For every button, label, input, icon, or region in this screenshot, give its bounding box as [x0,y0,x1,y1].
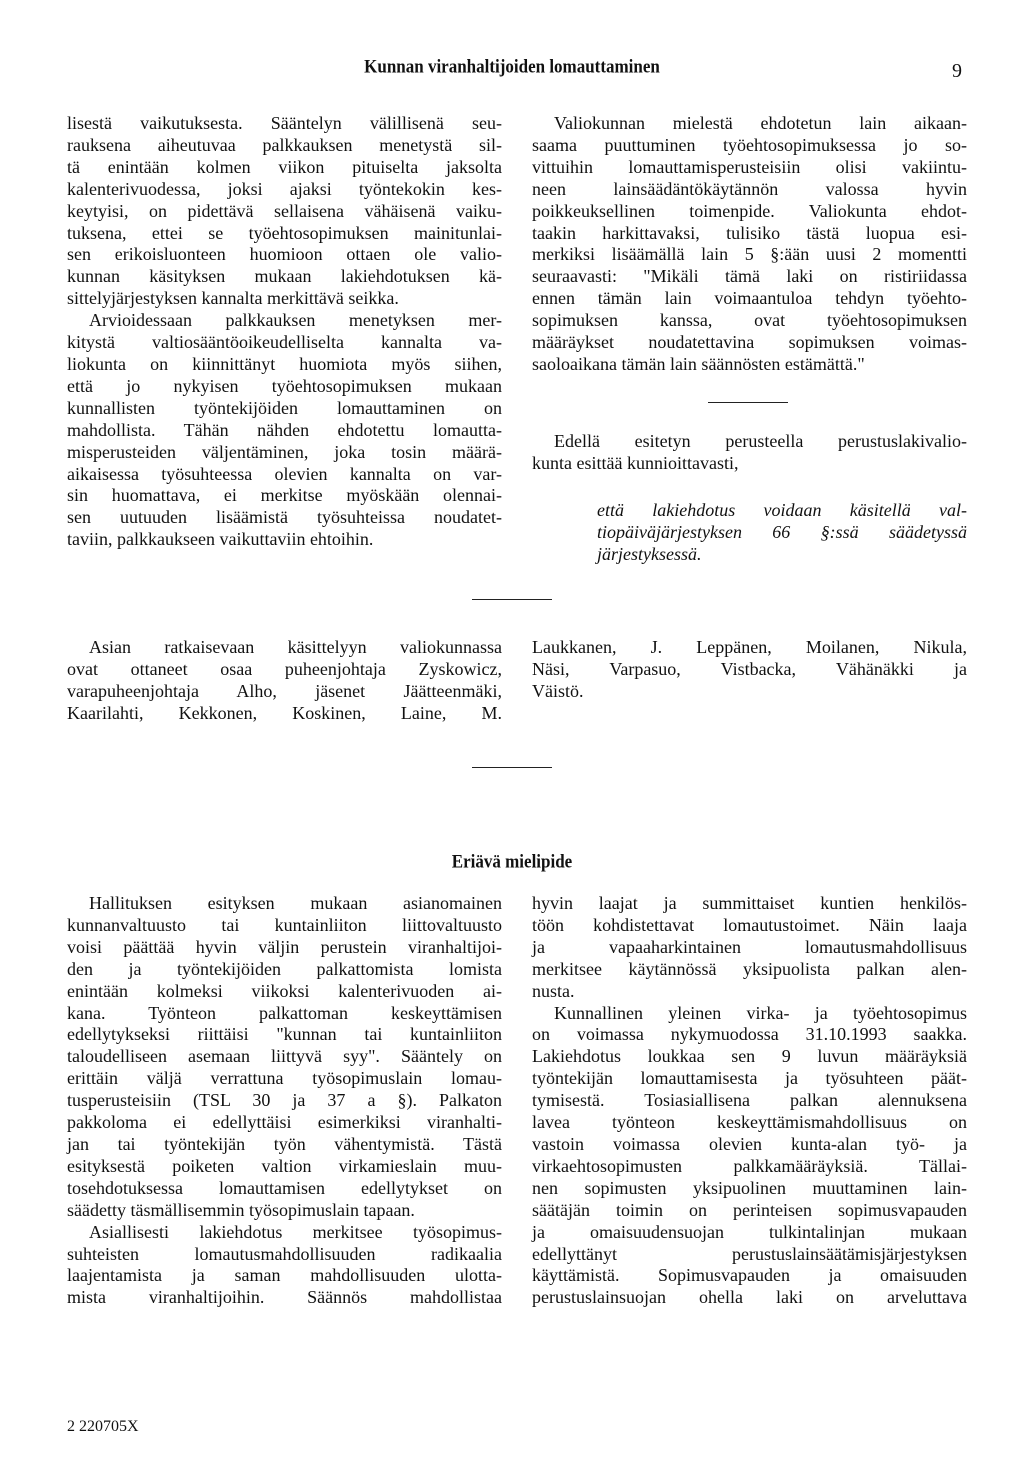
text-line: aikaisessa työsuhteessa olevien kannalta on var- [67,463,502,484]
text-line: vittuihin lomauttamisperusteisiin olisi vakiintu- [532,156,967,177]
text-line: Hallituksen esityksen mukaan asianomainen [89,893,502,913]
text-line: kitystä valtiosääntöoikeudelliselta kannalta va- [67,332,502,353]
text-line: hyvin laajat ja summittaiset kuntien henkilös- [532,893,967,913]
text-line: Arvioidessaan palkkauksen menetyksen mer- [89,310,502,331]
text-line: sin huomattava, ei merkitse myöskään olennai- [67,485,502,506]
text-line: ovat ottaneet osaa puheenjohtaja Zyskowicz, [67,658,502,679]
text-line: tiopäiväjärjestyksen 66 §:ssä säädetyssä [597,521,967,542]
text-line: kalenterivuodessa, joksi ajaksi työntekokin kes- [67,178,502,199]
text-line: sopimuksen kanssa, ovat työehtosopimuksen [532,310,967,331]
text-line: käyttämistä. Sopimusvapauden ja omaisuuden [532,1265,967,1286]
text-line: merkitsee käytännössä yksipuolista palkan alen- [532,958,967,979]
text-line: mahdollista. Tähän nähden ehdotettu lomautta- [67,419,502,440]
text-line: rauksena aiheutuvaa palkkauksen menetystä sil- [67,134,502,155]
text-line: että lakiehdotus voidaan käsitellä val- [597,500,967,520]
proposal-intro [532,431,967,475]
text-line: Väistö. [532,680,584,701]
text-line: tosehdotuksessa lomauttamisen edellytykset on [67,1177,502,1198]
text-line: tä enintään kolmen viikon pituiselta jaksolta [67,156,502,177]
text-line: den ja työntekijöiden palkattomista lomista [67,958,502,979]
text-line: varapuheenjohtaja Alho, jäsenet Jäätteenmäki, [67,680,502,701]
text-line: pakkoloma ei edellyttäisi esimerkiksi viranhalti- [67,1112,502,1133]
text-line: esityksestä poiketen valtion virkamieslain muu- [67,1155,502,1176]
text-line: edellyttänyt perustuslainsäätämisjärjestyksen [532,1243,967,1264]
text-line: neen lainsäädäntökäytännön valossa hyvin [532,178,967,199]
section-heading: Eriävä mielipide [451,850,573,873]
text-line: saoloaikana tämän lain säännösten estämättä." [532,353,865,374]
text-line: kunta esittää kunnioittavasti, [532,452,739,473]
text-line: laajentamista ja saman mahdollisuuden ulotta- [67,1265,502,1286]
text-line: Kunnallinen yleinen virka- ja työehtosopimus [554,1002,967,1023]
text-line: säädetty täsmällisemmin työsopimuslain tapaan. [67,1199,415,1220]
text-line: sen erikoisluonteen huomioon ottaen ole valio- [67,244,502,265]
text-line: perustuslainsuojan ohella laki on arveluttava [532,1287,967,1308]
text-line: kunnallisten työntekijöiden lomauttaminen on [67,397,502,418]
divider-rule [472,599,552,600]
dissent-left-column [67,893,502,1309]
text-line: seuraavasti: "Mikäli tämä laki on ristiriidassa [532,266,967,287]
text-line: ennen tämän lain voimaantuloa tehdyn työehto- [532,288,967,309]
text-line: tuksena, ettei se työehtosopimuksen mainitunlai- [67,222,502,243]
text-line: töön kohdistettavat lomautustoimet. Näin laaja [532,914,967,935]
text-line: nen sopimusten yksipuolinen muuttaminen lain- [532,1177,967,1198]
text-line: jan tai työntekijän työn vähentymistä. Tästä [67,1133,502,1154]
text-line: kunnan käsityksen mukaan lakiehdotuksen kä- [67,266,502,287]
text-line: säätäjän toimin on perinteisen sopimusvapauden [532,1199,967,1220]
participants-left [67,637,502,725]
text-line: poikkeuksellinen toimenpide. Valiokunta ehdot- [532,200,967,221]
text-line: nusta. [532,980,575,1001]
text-line: saama puuttuminen työehtosopimuksessa jo so- [532,134,967,155]
divider-rule [472,767,552,768]
running-header-title: Kunnan viranhaltijoiden lomauttaminen [364,55,660,78]
text-line: vastoin voimassa olevien kunta-alan työ- ja [532,1133,967,1154]
text-line: taakin harkittavaksi, tulisiko tästä luopua esi- [532,222,967,243]
text-line: tymisestä. Tosiasiallisena palkan alennuksena [532,1090,967,1111]
text-line: Lakiehdotus loukkaa sen 9 luvun määräyksiä [532,1046,967,1067]
text-line: on voimassa nykymuodossa 31.10.1993 saakka. [532,1024,967,1045]
top-right-column [532,113,967,376]
footer-print-code: 2 220705X [67,1418,139,1435]
text-line: sen uutuuden lisäämistä työsuhteissa noudatet- [67,507,502,528]
text-line: Asian ratkaisevaan käsittelyyn valiokunnassa [89,637,502,657]
text-line: kana. Työnteon palkattoman keskeyttämisen [67,1002,502,1023]
top-left-column [67,113,502,551]
text-line: määräykset noudatettavina sopimuksen voimas- [532,332,967,353]
text-line: taviin, palkkaukseen vaikuttaviin ehtoihin. [67,529,374,550]
text-line: Näsi, Varpasuo, Vistbacka, Vähänäkki ja [532,658,967,679]
page-number: 9 [952,60,962,82]
text-line: merkiksi lisäämällä lain 5 §:ään uusi 2 momentti [532,244,967,265]
proposal-statement [597,500,967,566]
text-line: Valiokunnan mielestä ehdotetun lain aikaan- [554,113,967,133]
text-line: keytyisi, on pidettävä sellaisena vähäisenä vaiku- [67,200,502,221]
text-line: sittelyjärjestyksen kannalta merkittävä seikka. [67,288,399,309]
text-line: liokunta on kiinnittänyt huomiota myös siihen, [67,353,502,374]
text-line: Edellä esitetyn perusteella perustuslakivalio- [554,431,967,451]
text-line: voisi päättää hyvin väljin perustein viranhaltijoi- [67,936,502,957]
participants-right [532,637,967,703]
text-line: Kaarilahti, Kekkonen, Koskinen, Laine, M. [67,702,502,723]
text-line: järjestyksessä. [597,543,702,564]
text-line: Asiallisesti lakiehdotus merkitsee työsopimus- [89,1221,502,1242]
text-line: ja vapaaharkintainen lomautusmahdollisuus [532,936,967,957]
text-line: enintään kolmeksi viikoksi kalenterivuoden ai- [67,980,502,1001]
text-line: virkaehtosopimusten palkkamääräyksiä. Tällai- [532,1155,967,1176]
text-line: että jo nykyisen työehtosopimuksen mukaan [67,375,502,396]
divider-rule [708,402,788,403]
text-line: tusperusteisiin (TSL 30 ja 37 a §). Palkaton [67,1090,502,1111]
text-line: Laukkanen, J. Leppänen, Moilanen, Nikula, [532,637,967,657]
text-line: erittäin väljä verrattuna työsopimuslain lomau- [67,1068,502,1089]
text-line: edellytykseksi riittäisi "kunnan tai kuntainliiton [67,1024,502,1045]
text-line: taloudelliseen asemaan liittyvä syy". Sääntely on [67,1046,502,1067]
text-line: lavea työnteon keskeyttämismahdollisuus on [532,1112,967,1133]
text-line: misperusteiden väljentäminen, joka tosin määrä- [67,441,502,462]
text-line: työntekijän lomauttamisesta ja työsuhteen päät- [532,1068,967,1089]
text-line: lisestä vaikutuksesta. Sääntelyn välillisenä seu- [67,113,502,133]
text-line: suhteisten lomautusmahdollisuuden radikaalia [67,1243,502,1264]
dissent-right-column [532,893,967,1309]
text-line: ja omaisuudensuojan tulkintalinjan mukaan [532,1221,967,1242]
text-line: kunnanvaltuusto tai kuntainliiton liittovaltuusto [67,914,502,935]
text-line: mista viranhaltijoihin. Säännös mahdollistaa [67,1287,502,1308]
